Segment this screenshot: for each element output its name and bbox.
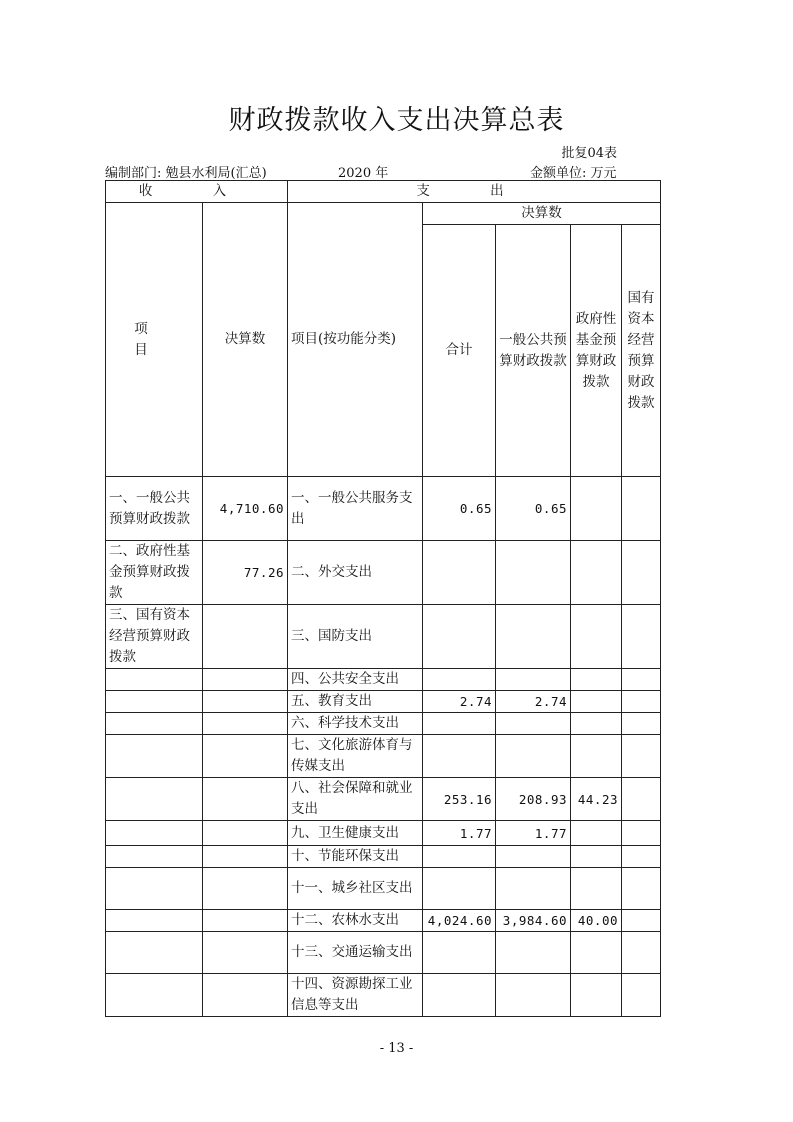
general-budget-cell: [496, 846, 571, 868]
fund-budget-cell: [571, 735, 622, 778]
fund-budget-cell: [571, 932, 622, 974]
income-amount-cell: [203, 974, 288, 1017]
total-cell: [423, 605, 496, 669]
total-cell: [423, 541, 496, 605]
income-amount-cell: [203, 713, 288, 735]
general-budget-cell: [496, 868, 571, 910]
income-amount-cell: [203, 846, 288, 868]
table-row: [106, 541, 661, 605]
income-amount-cell: 4,710.60: [203, 477, 288, 541]
form-code: 批复04表: [561, 146, 617, 161]
general-budget-cell: [496, 932, 571, 974]
fund-budget-cell: 44.23: [571, 778, 622, 821]
fund-budget-cell: 40.00: [571, 910, 622, 932]
income-item-cell: 三、国有资本经营预算财政拨款: [106, 605, 203, 669]
table-row: [106, 477, 661, 541]
fund-budget-cell: [571, 846, 622, 868]
header-amount: 决算数: [203, 203, 288, 477]
expense-item-cell: 六、科学技术支出: [288, 713, 423, 735]
income-item-cell: [106, 821, 203, 846]
soe-budget-cell: [622, 868, 661, 910]
page-title: 财政拨款收入支出决算总表: [228, 105, 565, 136]
income-item-cell: [106, 868, 203, 910]
income-amount-cell: [203, 735, 288, 778]
header-func-item: 项目(按功能分类): [288, 203, 423, 477]
table-row: [106, 846, 661, 868]
general-budget-cell: 0.65: [496, 477, 571, 541]
income-amount-cell: [203, 821, 288, 846]
income-amount-cell: [203, 910, 288, 932]
income-item-cell: [106, 932, 203, 974]
general-budget-cell: [496, 735, 571, 778]
expense-item-cell: 十四、资源勘探工业信息等支出: [288, 974, 423, 1017]
income-item-cell: [106, 713, 203, 735]
expense-item-cell: 十三、交通运输支出: [288, 932, 423, 974]
soe-budget-cell: [622, 605, 661, 669]
soe-budget-cell: [622, 669, 661, 691]
income-amount-cell: 77.26: [203, 541, 288, 605]
table-row: [106, 778, 661, 821]
expense-item-cell: 九、卫生健康支出: [288, 821, 423, 846]
income-amount-cell: [203, 932, 288, 974]
header-item: 项 目: [106, 203, 203, 477]
expense-item-cell: 八、社会保障和就业支出: [288, 778, 423, 821]
general-budget-cell: 208.93: [496, 778, 571, 821]
header-soe: 国有资本经营预算财政拨款: [622, 225, 661, 477]
income-item-cell: [106, 735, 203, 778]
expense-item-cell: 四、公共安全支出: [288, 669, 423, 691]
general-budget-cell: [496, 605, 571, 669]
page-number: - 13 -: [379, 1041, 414, 1056]
soe-budget-cell: [622, 846, 661, 868]
total-cell: 0.65: [423, 477, 496, 541]
income-amount-cell: [203, 691, 288, 713]
total-cell: [423, 846, 496, 868]
table-row: [106, 669, 661, 691]
table-row: [106, 821, 661, 846]
table-row: [106, 932, 661, 974]
soe-budget-cell: [622, 713, 661, 735]
table-row: [106, 868, 661, 910]
income-amount-cell: [203, 778, 288, 821]
total-cell: [423, 932, 496, 974]
income-item-cell: [106, 846, 203, 868]
soe-budget-cell: [622, 541, 661, 605]
income-item-cell: 二、政府性基金预算财政拨款: [106, 541, 203, 605]
total-cell: [423, 974, 496, 1017]
header-final: 决算数: [423, 203, 661, 225]
general-budget-cell: 2.74: [496, 691, 571, 713]
total-cell: 4,024.60: [423, 910, 496, 932]
total-cell: 253.16: [423, 778, 496, 821]
general-budget-cell: [496, 713, 571, 735]
income-item-cell: 一、一般公共预算财政拨款: [106, 477, 203, 541]
general-budget-cell: 3,984.60: [496, 910, 571, 932]
budget-table: [105, 180, 661, 1017]
fund-budget-cell: [571, 821, 622, 846]
fund-budget-cell: [571, 477, 622, 541]
soe-budget-cell: [622, 477, 661, 541]
soe-budget-cell: [622, 735, 661, 778]
header-total: 合计: [423, 225, 496, 477]
income-amount-cell: [203, 868, 288, 910]
total-cell: 1.77: [423, 821, 496, 846]
soe-budget-cell: [622, 910, 661, 932]
header-expense: 支 出: [288, 181, 661, 203]
fund-budget-cell: [571, 974, 622, 1017]
income-item-cell: [106, 691, 203, 713]
report-year: 2020 年: [338, 166, 389, 181]
expense-item-cell: 三、国防支出: [288, 605, 423, 669]
header-fund: 政府性基金预算财政拨款: [571, 225, 622, 477]
general-budget-cell: [496, 669, 571, 691]
fund-budget-cell: [571, 691, 622, 713]
compiling-department: 编制部门: 勉县水利局(汇总): [105, 166, 267, 181]
expense-item-cell: 七、文化旅游体育与传媒支出: [288, 735, 423, 778]
income-amount-cell: [203, 605, 288, 669]
table-row: [106, 974, 661, 1017]
soe-budget-cell: [622, 778, 661, 821]
total-cell: [423, 868, 496, 910]
total-cell: [423, 669, 496, 691]
soe-budget-cell: [622, 974, 661, 1017]
fund-budget-cell: [571, 713, 622, 735]
soe-budget-cell: [622, 932, 661, 974]
general-budget-cell: [496, 974, 571, 1017]
total-cell: [423, 713, 496, 735]
soe-budget-cell: [622, 691, 661, 713]
expense-item-cell: 十、节能环保支出: [288, 846, 423, 868]
income-amount-cell: [203, 669, 288, 691]
expense-item-cell: 五、教育支出: [288, 691, 423, 713]
income-item-cell: [106, 778, 203, 821]
expense-item-cell: 十二、农林水支出: [288, 910, 423, 932]
table-row: [106, 605, 661, 669]
income-item-cell: [106, 910, 203, 932]
fund-budget-cell: [571, 669, 622, 691]
soe-budget-cell: [622, 821, 661, 846]
income-item-cell: [106, 974, 203, 1017]
general-budget-cell: [496, 541, 571, 605]
table-row: [106, 735, 661, 778]
general-budget-cell: 1.77: [496, 821, 571, 846]
expense-item-cell: 十一、城乡社区支出: [288, 868, 423, 910]
table-row: [106, 910, 661, 932]
amount-unit: 金额单位: 万元: [530, 166, 617, 181]
expense-item-cell: 二、外交支出: [288, 541, 423, 605]
total-cell: 2.74: [423, 691, 496, 713]
header-general: 一般公共预算财政拨款: [496, 225, 571, 477]
table-row: [106, 713, 661, 735]
fund-budget-cell: [571, 541, 622, 605]
expense-item-cell: 一、一般公共服务支出: [288, 477, 423, 541]
table-row: [106, 691, 661, 713]
fund-budget-cell: [571, 868, 622, 910]
header-income: 收 入: [106, 181, 288, 203]
total-cell: [423, 735, 496, 778]
income-item-cell: [106, 669, 203, 691]
fund-budget-cell: [571, 605, 622, 669]
